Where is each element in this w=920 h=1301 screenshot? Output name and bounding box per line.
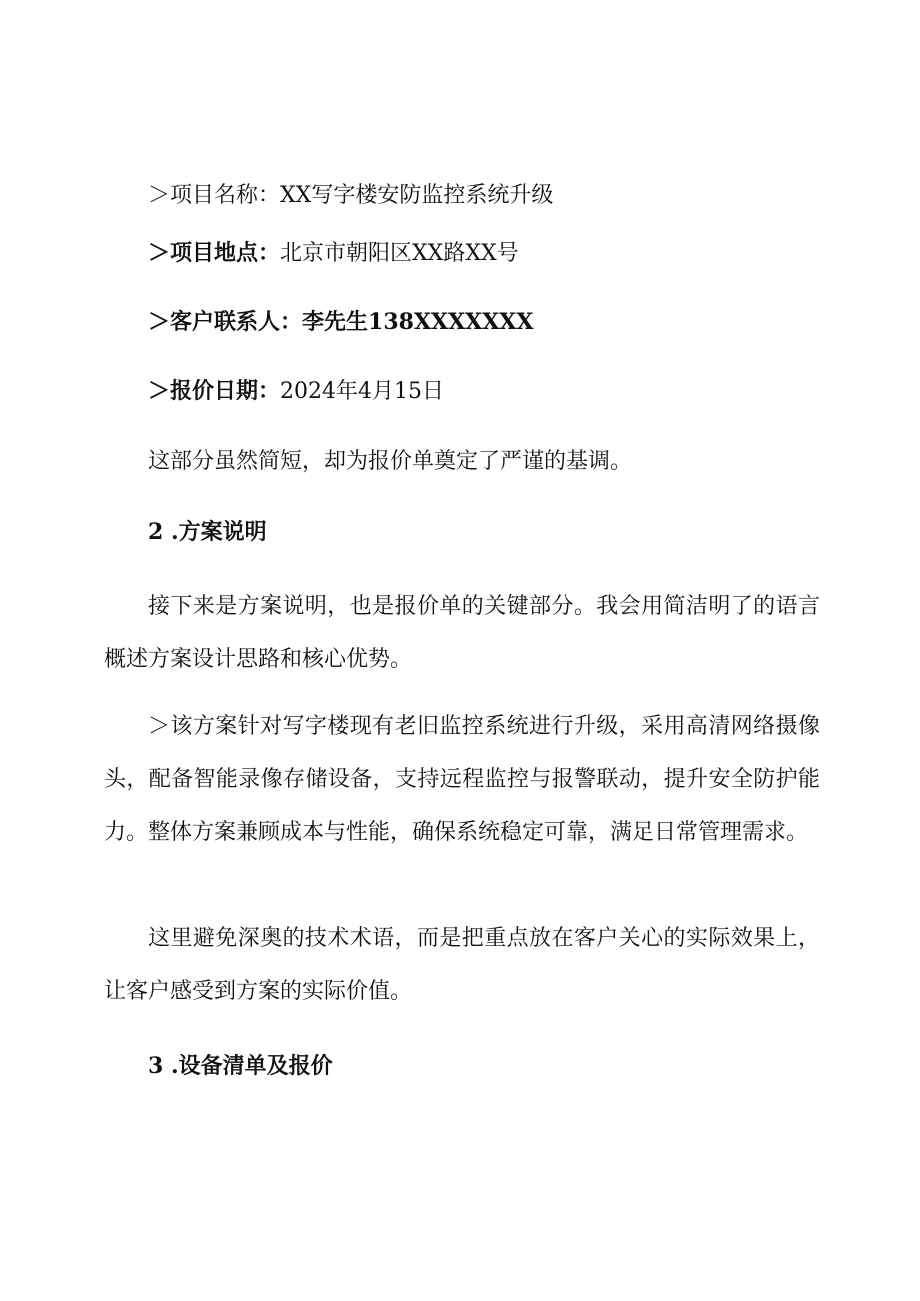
section-2-paragraph-1: 接下来是方案说明，也是报价单的关键部分。我会用简洁明了的语言概述方案设计思路和核心优势。	[104, 594, 820, 672]
section-2-paragraph-2: ＞该方案针对写字楼现有老旧监控系统进行升级，采用高清网络摄像头，配备智能录像存储设备，支持远程监控与报警联动，提升安全防护能力。整体方案兼顾成本与性能，确保系统稳定可靠，满足日常管理需求。	[104, 714, 820, 845]
quote-date-value: 2024年4月15日	[280, 379, 444, 404]
project-name-label: ＞项目名称：	[148, 183, 281, 208]
project-name-value: XX写字楼安防监控系统升级	[280, 183, 554, 208]
section-3-heading: 3 .设备清单及报价	[148, 1053, 333, 1079]
project-location-value: 北京市朝阳区XX路XX号	[280, 241, 519, 266]
customer-contact-value: 李先生138XXXXXXX	[302, 309, 534, 335]
quote-date-label: ＞报价日期：	[148, 378, 281, 404]
section-2-paragraph-3: 这里避免深奥的技术术语，而是把重点放在客户关心的实际效果上，让客户感受到方案的实际价值。	[104, 926, 820, 1004]
project-location-label: ＞项目地点：	[148, 240, 281, 266]
quote-date-line	[148, 375, 444, 408]
customer-contact-line	[148, 306, 533, 338]
customer-contact-label: ＞客户联系人：	[148, 309, 303, 335]
project-name-line	[148, 180, 553, 212]
project-location-line	[148, 237, 519, 270]
intro-summary-text: 这部分虽然简短，却为报价单奠定了严谨的基调。	[148, 449, 633, 474]
section-2-heading: 2 .方案说明	[148, 519, 267, 545]
